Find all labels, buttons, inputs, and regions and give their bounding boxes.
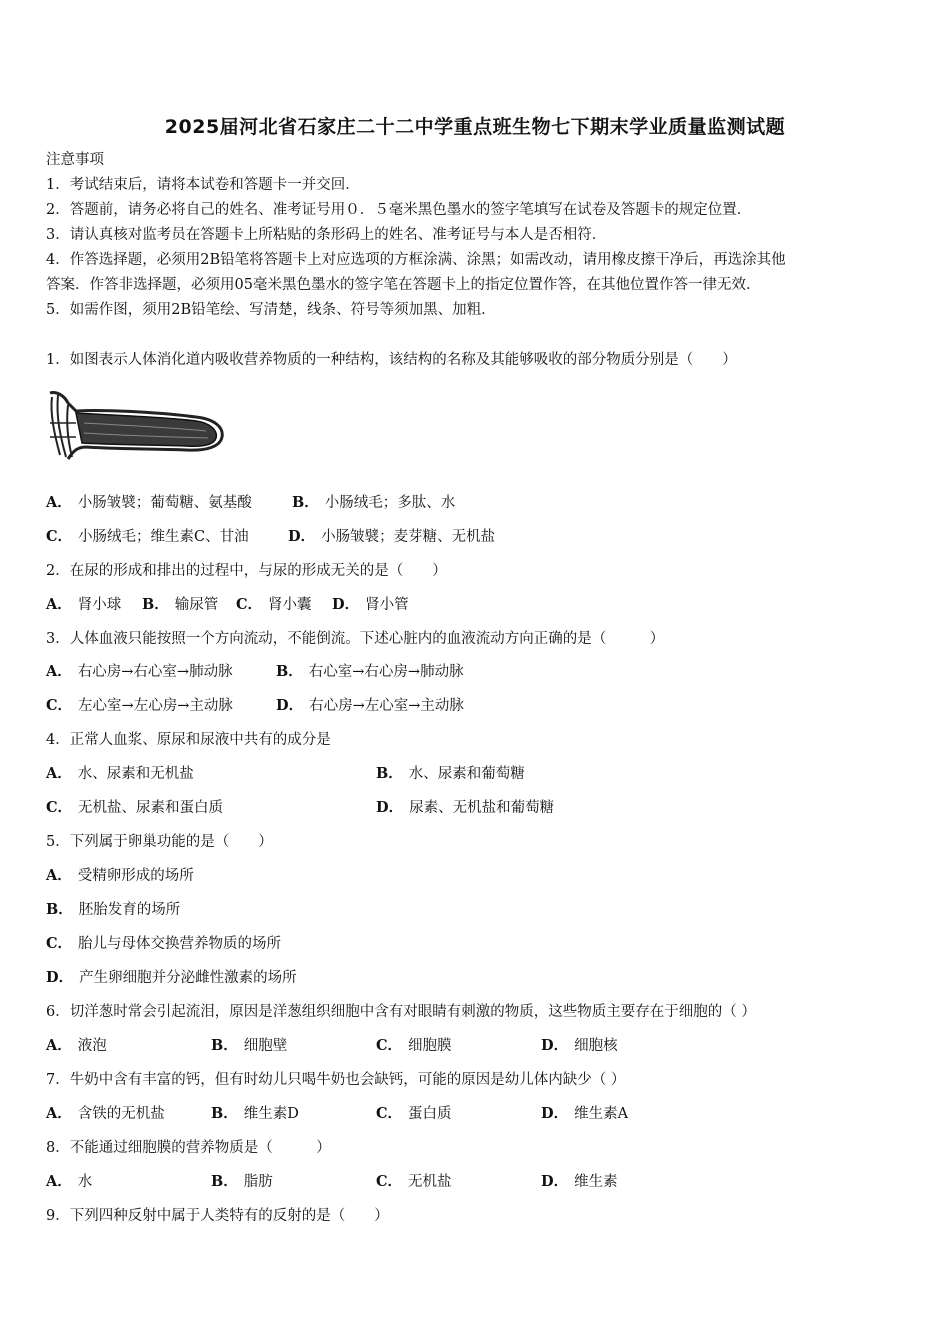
option[interactable]: B． 水、尿素和葡萄糖 [376,765,525,782]
option[interactable]: D． 肾小管 [332,596,409,613]
question-stem: 4．正常人血浆、原尿和尿液中共有的成分是 [46,732,331,748]
option[interactable]: C． 细胞膜 [376,1037,452,1054]
notice-item: 1．考试结束后，请将本试卷和答题卡一并交回． [46,177,360,193]
option[interactable]: C． 胎儿与母体交换营养物质的场所 [46,935,282,952]
page-title: 2025届河北省石家庄二十二中学重点班生物七下期末学业质量监测试题 [164,116,786,138]
notice-item: 4．作答选择题，必须用2B铅笔将答题卡上对应选项的方框涂满、涂黑；如需改动，请用橡皮擦干净后，再选涂其他 [46,252,786,268]
option[interactable]: A． 水 [46,1173,93,1190]
option[interactable]: C． 无机盐、尿素和蛋白质 [46,799,224,816]
option[interactable]: A． 含铁的无机盐 [46,1105,165,1122]
option[interactable]: D． 细胞核 [541,1037,618,1054]
option[interactable]: D． 右心房→左心室→主动脉 [276,697,464,714]
option[interactable]: C． 蛋白质 [376,1105,452,1122]
option[interactable]: B． 胚胎发育的场所 [46,901,181,918]
question-stem: 8．不能通过细胞膜的营养物质是（ ） [46,1140,331,1156]
option[interactable]: B． 维生素D [211,1105,299,1122]
option[interactable]: A． 受精卵形成的场所 [46,867,194,884]
option[interactable]: A． 肾小球 [46,596,122,613]
question-stem: 3．人体血液只能按照一个方向流动，不能倒流。下述心脏内的血液流动方向正确的是（ ） [46,631,665,647]
option[interactable]: D． 维生素 [541,1173,618,1190]
option[interactable]: C． 小肠绒毛；维生素C、甘油 [46,528,249,545]
option[interactable]: D． 尿素、无机盐和葡萄糖 [376,799,555,816]
option[interactable]: C． 左心室→左心房→主动脉 [46,697,233,714]
option[interactable]: A． 小肠皱襞；葡萄糖、氨基酸 [46,494,252,511]
option[interactable]: B． 右心室→右心房→肺动脉 [276,663,464,680]
notice-heading: 注意事项 [46,152,104,168]
option[interactable]: A． 液泡 [46,1037,107,1054]
question-stem: 7．牛奶中含有丰富的钙，但有时幼儿只喝牛奶也会缺钙，可能的原因是幼儿体内缺少（ ） [46,1072,626,1088]
option[interactable]: A． 右心房→右心室→肺动脉 [46,663,233,680]
question-stem: 2．在尿的形成和排出的过程中，与尿的形成无关的是（ ） [46,563,447,579]
option[interactable]: A． 水、尿素和无机盐 [46,765,194,782]
option[interactable]: B． 小肠绒毛；多肽、水 [292,494,456,511]
option[interactable]: C． 肾小囊 [236,596,312,613]
option[interactable]: C． 无机盐 [376,1173,452,1190]
notice-item: 答案．作答非选择题，必须用05毫米黑色墨水的签字笔在答题卡上的指定位置作答，在其他位置作答一律无效． [46,277,761,293]
option[interactable]: B． 脂肪 [211,1173,273,1190]
villus-figure [46,383,226,463]
option[interactable]: D． 小肠皱襞；麦芽糖、无机盐 [288,528,496,545]
option[interactable]: B． 输尿管 [142,596,219,613]
notice-item: 2．答题前，请务必将自己的姓名、准考证号用０．５毫米黑色墨水的签字笔填写在试卷及答题卡的规定位置． [46,202,752,218]
notice-item: 3．请认真核对监考员在答题卡上所粘贴的条形码上的姓名、准考证号与本人是否相符． [46,227,607,243]
option[interactable]: D． 维生素A [541,1105,629,1122]
option[interactable]: D． 产生卵细胞并分泌雌性激素的场所 [46,969,297,986]
question-stem: 9．下列四种反射中属于人类特有的反射的是（ ） [46,1208,389,1224]
question-stem: 6．切洋葱时常会引起流泪，原因是洋葱组织细胞中含有对眼睛有刺激的物质，这些物质主要存在于细胞的（ ） [46,1004,756,1020]
question-stem: 5．下列属于卵巢功能的是（ ） [46,834,273,850]
notice-item: 5．如需作图，须用2B铅笔绘、写清楚，线条、符号等须加黑、加粗． [46,302,496,318]
option[interactable]: B． 细胞壁 [211,1037,288,1054]
question-stem: 1．如图表示人体消化道内吸收营养物质的一种结构，该结构的名称及其能够吸收的部分物质分别是（ ） [46,352,737,368]
